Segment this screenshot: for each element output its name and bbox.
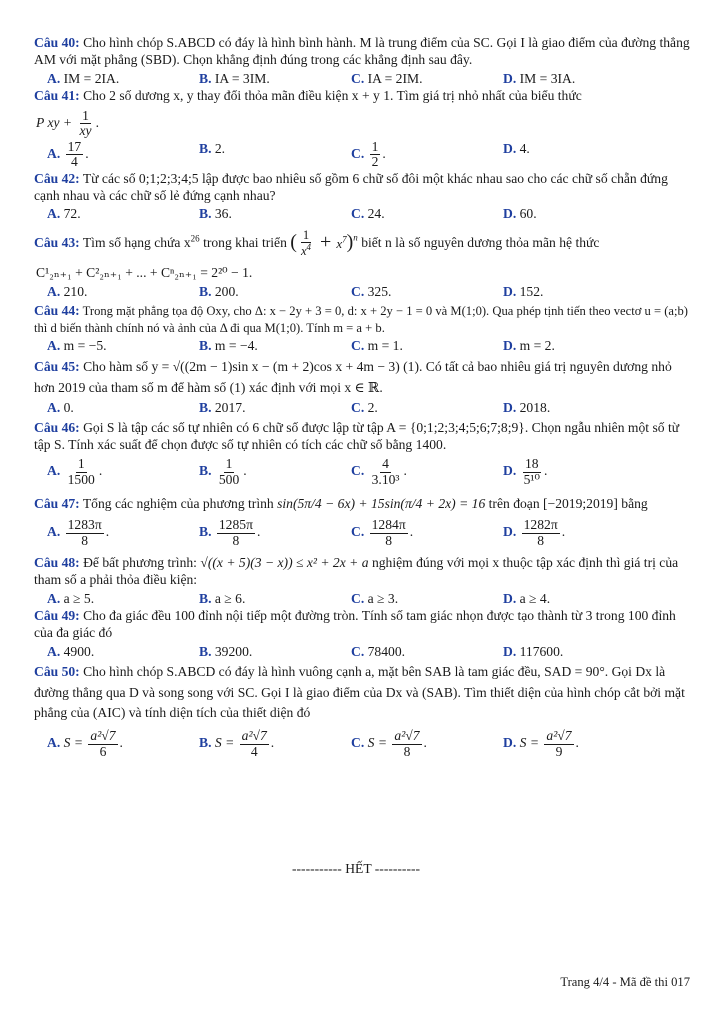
question-text: Cho hình chóp S.ABCD có đáy là hình vuông cạnh a, mặt bên SAB là tam giác đều, SAD = 90°. Gọi Dx là đường thẳng qua D và song song với SC. Gọi I là giao điểm của Dx và (SAB). Tìm thiết diện của hình chóp cắt bởi mặt phẳng của (AIC) và tính diện tích của thiết diện đó <box>34 664 685 720</box>
option-c[interactable]: C. $\frac{4}{\text{3.10³}}$ . <box>351 456 407 487</box>
option-d[interactable]: D. $\frac{18}{\text{5¹⁰}}$ . <box>503 456 548 487</box>
option-d[interactable]: D. 2018. <box>503 400 551 416</box>
option-b[interactable]: B. m = −4. <box>199 337 258 353</box>
question-42 <box>34 170 690 205</box>
question-text: Gọi S là tập các số tự nhiên có 6 chữ số được lập từ tập A = {0;1;2;3;4;5;6;7;8;9}. Chọn ngẫu nhiên một số từ tập S. Tính xác suất để chọn được số tự nhiên có tích các chữ số bằng 1400. <box>34 419 680 452</box>
options-42 <box>47 205 690 222</box>
end-marker: ----------- HẾT ---------- <box>292 861 421 876</box>
question-number: Câu 47: <box>34 495 80 511</box>
question-number: Câu 45: <box>34 359 80 375</box>
option-b[interactable]: B. $\frac{1285\pi}{8}$ . <box>199 517 261 548</box>
option-a[interactable]: A. $\frac{1283\pi}{8}$ . <box>47 517 110 548</box>
option-a[interactable]: A. a ≥ 5. <box>47 590 95 606</box>
question-number: Câu 46: <box>34 419 80 435</box>
question-number: Câu 50: <box>34 664 80 680</box>
question-44 <box>34 302 690 336</box>
option-b[interactable]: B. 36. <box>199 206 232 222</box>
question-47: Câu 47: Tổng các nghiệm của phương trình sin(5π/4 − 6x) + 15sin(π/4 + 2x) = 16 trên đoạn [−2019;2019] bằng <box>34 495 648 511</box>
option-d[interactable]: D. m = 2. <box>503 337 555 353</box>
option-a[interactable]: A. IM = 2IA. <box>47 70 120 86</box>
question-number: Câu 42: <box>34 170 80 186</box>
option-b[interactable]: B. $\frac{1}{500}$ . <box>199 456 247 487</box>
options-43 <box>47 283 690 300</box>
question-text: Cho 2 số dương x, y thay đổi thỏa mãn điều kiện x + y 1. Tìm giá trị nhỏ nhất của biểu thức <box>83 88 582 104</box>
question-49 <box>34 607 690 642</box>
option-a[interactable]: A. S = $\frac{\text{a²√7}}{6}$ . <box>47 728 123 759</box>
option-d[interactable]: D. 152. <box>503 283 544 299</box>
option-a[interactable]: A. 4900. <box>47 643 95 659</box>
option-c[interactable]: C. 325. <box>351 283 392 299</box>
question-number: Câu 48: <box>34 554 80 570</box>
question-text: Cho hình chóp S.ABCD có đáy là hình bình hành. M là trung điểm của SC. Gọi I là giao điểm của đường thẳng AM với mặt phẳng (SBD). Chọn khẳng định đúng trong các khẳng định sau đây. <box>34 35 690 68</box>
option-b[interactable]: B. 2. <box>199 141 226 157</box>
options-49 <box>47 643 690 660</box>
option-d[interactable]: D. S = $\frac{\text{a²√7}}{9}$ . <box>503 728 579 759</box>
option-a[interactable]: A. 72. <box>47 206 81 222</box>
option-d[interactable]: D. 4. <box>503 141 530 157</box>
option-c[interactable]: C. a ≥ 3. <box>351 590 399 606</box>
question-41 <box>34 87 690 104</box>
options-47 <box>47 518 690 548</box>
identity-43: C¹₂ₙ₊₁ + C²₂ₙ₊₁ + ... + Cⁿ₂ₙ₊₁ = 2²⁰ − 1. <box>36 265 253 281</box>
option-b[interactable]: B. 200. <box>199 283 239 299</box>
question-48: Câu 48: Để bất phương trình: √((x + 5)(3 − x)) ≤ x² + 2x + a nghiệm đúng với mọi x thuộc tập xác định thì giá trị của tham số a phải thỏa điều kiện: <box>34 554 679 588</box>
question-43: Câu 43: Tìm số hạng chứa $x^{26}$ trong khai triển ( $\frac{1}{x^4}$ + $x^7)^n$ biết n là số nguyên dương thỏa mãn hệ thức <box>34 227 600 259</box>
question-50 <box>34 662 690 723</box>
exam-page <box>34 34 690 759</box>
option-c[interactable]: C. 78400. <box>351 643 406 659</box>
option-d[interactable]: D. 60. <box>503 206 537 222</box>
options-45 <box>47 399 690 416</box>
option-c[interactable]: C. S = $\frac{\text{a²√7}}{8}$ . <box>351 728 427 759</box>
option-c[interactable]: C. m = 1. <box>351 337 403 353</box>
option-a[interactable]: A. 0. <box>47 400 74 416</box>
question-40 <box>34 34 690 69</box>
option-d[interactable]: D. 117600. <box>503 643 564 659</box>
options-48 <box>47 590 690 607</box>
question-number: Câu 40: <box>34 35 80 50</box>
question-number: Câu 41: <box>34 88 80 104</box>
question-text: Từ các số 0;1;2;3;4;5 lập được bao nhiêu số gồm 6 chữ số đôi một khác nhau sao cho các chữ số chẵn đứng cạnh nhau và các chữ số lẻ đứng cạnh nhau? <box>34 170 668 204</box>
inequality-48: √((x + 5)(3 − x)) ≤ x² + 2x + a <box>200 554 369 570</box>
option-c[interactable]: C. $\frac{1}{2}$ . <box>351 139 386 170</box>
equation-47: sin(5π/4 − 6x) + 15sin(π/4 + 2x) = 16 <box>277 495 486 511</box>
option-a[interactable]: A. 210. <box>47 283 88 299</box>
option-c[interactable]: C. $\frac{1284\pi}{8}$ . <box>351 517 414 548</box>
option-b[interactable]: B. IA = 3IM. <box>199 70 270 86</box>
question-text: Cho đa giác đều 100 đỉnh nội tiếp một đường tròn. Tính số tam giác nhọn được tạo thành từ 3 trong 100 đỉnh của đa giác đó <box>34 608 676 641</box>
option-c[interactable]: C. 2. <box>351 400 378 416</box>
question-text: Cho hàm số y = √((2m − 1)sin x − (m + 2)cos x + 4m − 3) (1). Có tất cả bao nhiêu giá trị nguyên dương nhỏ hơn 2019 của tham số m để hàm số (1) xác định với mọi x ∈ ℝ. <box>34 359 672 396</box>
page-footer: Trang 4/4 - Mã đề thi 017 <box>560 975 690 989</box>
option-c[interactable]: C. 24. <box>351 206 385 222</box>
option-d[interactable]: D. IM = 3IA. <box>503 70 576 86</box>
option-b[interactable]: B. S = $\frac{\text{a²√7}}{4}$ . <box>199 728 275 759</box>
option-b[interactable]: B. 39200. <box>199 643 253 659</box>
option-a[interactable]: A. $\frac{17}{4}$ . <box>47 139 89 170</box>
options-40 <box>47 70 690 87</box>
option-d[interactable]: D. $\frac{1282\pi}{8}$ . <box>503 517 566 548</box>
question-number: Câu 44: <box>34 303 80 319</box>
options-44 <box>47 337 690 354</box>
question-46 <box>34 419 690 454</box>
option-d[interactable]: D. a ≥ 4. <box>503 590 551 606</box>
options-46 <box>47 457 690 487</box>
question-number: Câu 49: <box>34 608 80 624</box>
option-a[interactable]: A. $\frac{1}{1500}$ . <box>47 456 103 487</box>
question-text: Trong mặt phẳng tọa độ Oxy, cho Δ: x − 2y + 3 = 0, d: x + 2y − 1 = 0 và M(1;0). Qua phép tịnh tiến theo vectơ u = (a;b) thì d biến thành chính nó và ảnh của Δ đi qua M(1;0). Tính m = a + b. <box>34 304 688 335</box>
option-b[interactable]: B. a ≥ 6. <box>199 590 246 606</box>
question-45 <box>34 356 690 398</box>
options-50 <box>47 729 690 759</box>
options-41 <box>47 140 690 170</box>
option-c[interactable]: C. IA = 2IM. <box>351 70 423 86</box>
option-a[interactable]: A. m = −5. <box>47 337 107 353</box>
question-number: Câu 43: <box>34 234 80 250</box>
option-b[interactable]: B. 2017. <box>199 400 246 416</box>
binomial-expression: ( $\frac{1}{x^4}$ + $x^7)^n$ <box>290 227 358 259</box>
formula-41: P xy + $\frac{1}{xy}$ . <box>36 107 99 138</box>
